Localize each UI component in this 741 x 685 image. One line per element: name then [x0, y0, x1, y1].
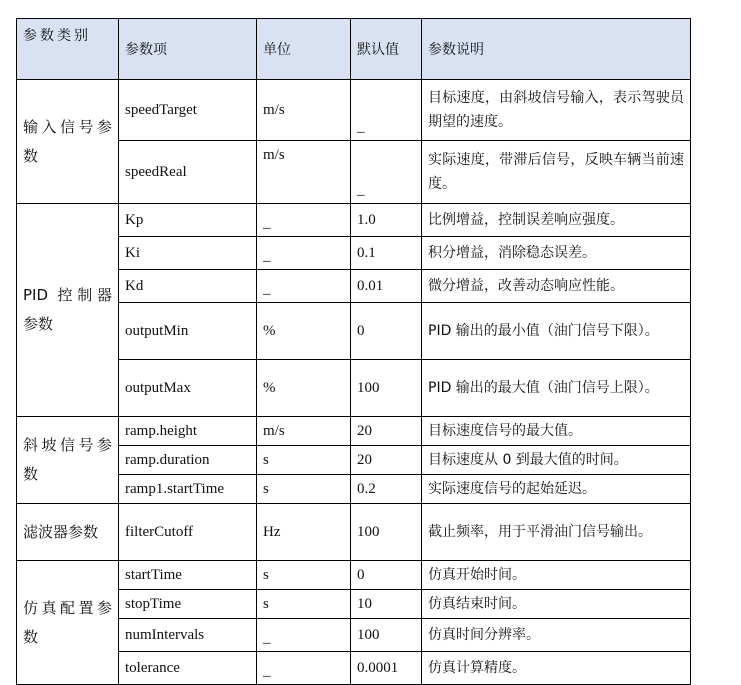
description-cell: PID 输出的最大值（油门信号上限）。	[422, 360, 691, 417]
param-cell: outputMax	[119, 360, 257, 417]
unit-cell: %	[257, 303, 351, 360]
default-cell: 0.2	[351, 475, 422, 504]
param-cell: Ki	[119, 237, 257, 270]
table-row	[17, 619, 691, 652]
param-cell: Kd	[119, 270, 257, 303]
unit-cell: _	[257, 619, 351, 652]
param-cell: startTime	[119, 561, 257, 590]
table-row	[17, 237, 691, 270]
unit-cell: m/s	[257, 417, 351, 446]
description-cell: 微分增益，改善动态响应性能。	[422, 270, 691, 303]
category-cell: PID 控制器参数	[17, 204, 119, 417]
header-param: 参数项	[119, 19, 257, 80]
unit-cell: %	[257, 360, 351, 417]
table-row	[17, 417, 691, 446]
table-container	[16, 18, 691, 685]
param-cell: outputMin	[119, 303, 257, 360]
description-cell: 仿真计算精度。	[422, 652, 691, 685]
table-row	[17, 360, 691, 417]
description-cell: 实际速度，带滞后信号，反映车辆当前速度。	[422, 141, 691, 204]
unit-cell: s	[257, 561, 351, 590]
default-cell: 10	[351, 590, 422, 619]
category-cell: 斜坡信号参数	[17, 417, 119, 504]
category-cell: 仿真配置参数	[17, 561, 119, 685]
unit-cell: s	[257, 446, 351, 475]
description-cell: 仿真时间分辨率。	[422, 619, 691, 652]
param-cell: numIntervals	[119, 619, 257, 652]
table-row	[17, 475, 691, 504]
parameter-table	[16, 18, 691, 685]
default-cell: 1.0	[351, 204, 422, 237]
param-cell: speedTarget	[119, 80, 257, 141]
param-cell: ramp1.startTime	[119, 475, 257, 504]
description-cell: 目标速度，由斜坡信号输入，表示驾驶员期望的速度。	[422, 80, 691, 141]
table-row	[17, 561, 691, 590]
table-row	[17, 590, 691, 619]
unit-cell: m/s	[257, 141, 351, 204]
param-cell: filterCutoff	[119, 504, 257, 561]
default-cell: _	[351, 80, 422, 141]
table-row	[17, 446, 691, 475]
param-cell: ramp.height	[119, 417, 257, 446]
unit-cell: _	[257, 270, 351, 303]
header-default: 默认值	[351, 19, 422, 80]
description-cell: 实际速度信号的起始延迟。	[422, 475, 691, 504]
default-cell: 100	[351, 619, 422, 652]
description-cell: 仿真开始时间。	[422, 561, 691, 590]
header-description: 参数说明	[422, 19, 691, 80]
unit-cell: _	[257, 652, 351, 685]
description-cell: 目标速度从 0 到最大值的时间。	[422, 446, 691, 475]
unit-cell: s	[257, 590, 351, 619]
table-row	[17, 504, 691, 561]
category-cell: 输入信号参数	[17, 80, 119, 204]
table-row	[17, 303, 691, 360]
param-cell: stopTime	[119, 590, 257, 619]
unit-cell: _	[257, 204, 351, 237]
header-row	[17, 19, 691, 80]
table-row	[17, 270, 691, 303]
table-row	[17, 80, 691, 141]
default-cell: 0.01	[351, 270, 422, 303]
description-cell: 截止频率，用于平滑油门信号输出。	[422, 504, 691, 561]
header-category: 参数类别	[17, 19, 119, 80]
unit-cell: m/s	[257, 80, 351, 141]
description-cell: 比例增益，控制误差响应强度。	[422, 204, 691, 237]
default-cell: 20	[351, 446, 422, 475]
param-cell: speedReal	[119, 141, 257, 204]
unit-cell: Hz	[257, 504, 351, 561]
default-cell: 100	[351, 360, 422, 417]
param-cell: Kp	[119, 204, 257, 237]
unit-cell: s	[257, 475, 351, 504]
param-cell: tolerance	[119, 652, 257, 685]
description-cell: PID 输出的最小值（油门信号下限）。	[422, 303, 691, 360]
default-cell: 0.0001	[351, 652, 422, 685]
default-cell: 20	[351, 417, 422, 446]
header-unit: 单位	[257, 19, 351, 80]
default-cell: 100	[351, 504, 422, 561]
table-row	[17, 141, 691, 204]
description-cell: 目标速度信号的最大值。	[422, 417, 691, 446]
unit-cell: _	[257, 237, 351, 270]
description-cell: 积分增益，消除稳态误差。	[422, 237, 691, 270]
default-cell: _	[351, 141, 422, 204]
table-row	[17, 652, 691, 685]
category-cell: 滤波器参数	[17, 504, 119, 561]
table-row	[17, 204, 691, 237]
default-cell: 0	[351, 303, 422, 360]
param-cell: ramp.duration	[119, 446, 257, 475]
description-cell: 仿真结束时间。	[422, 590, 691, 619]
default-cell: 0	[351, 561, 422, 590]
default-cell: 0.1	[351, 237, 422, 270]
